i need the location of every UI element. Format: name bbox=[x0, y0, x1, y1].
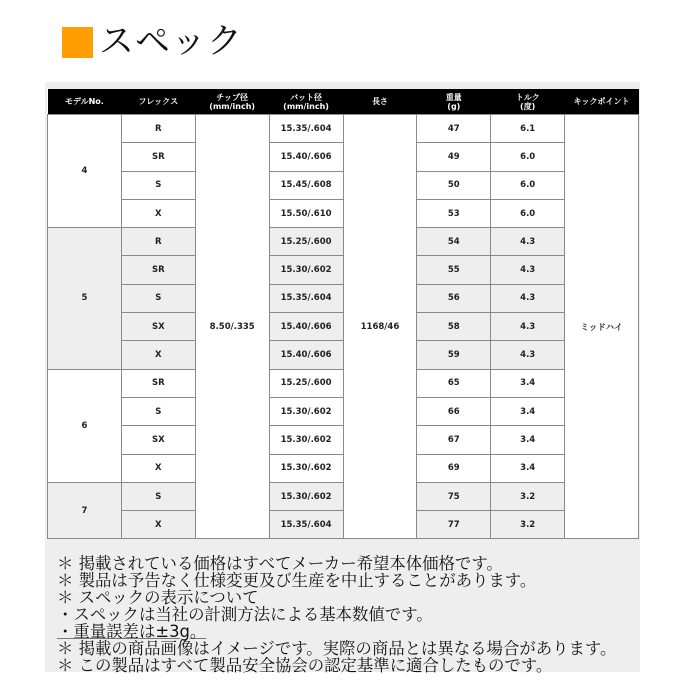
weight-cell: 66 bbox=[417, 397, 491, 425]
flex-cell: X bbox=[121, 341, 195, 369]
butt-cell: 15.30/.602 bbox=[269, 454, 343, 482]
table-row bbox=[48, 115, 639, 143]
note-weight-tolerance: ・重量誤差は±3g。 bbox=[57, 622, 207, 641]
flex-cell: R bbox=[121, 115, 195, 143]
weight-cell: 67 bbox=[417, 426, 491, 454]
flex-cell: SX bbox=[121, 313, 195, 341]
butt-cell: 15.30/.602 bbox=[269, 397, 343, 425]
note-price: ＊ 掲載されている価格はすべてメーカー希望本体価格です。 bbox=[57, 554, 503, 573]
butt-cell: 15.40/.606 bbox=[269, 143, 343, 171]
weight-cell: 65 bbox=[417, 369, 491, 397]
header-tip-diameter: チップ径 (mm/inch) bbox=[195, 89, 269, 115]
header-torque: トルク (度) bbox=[491, 89, 565, 115]
flex-cell: S bbox=[121, 397, 195, 425]
flex-cell: R bbox=[121, 228, 195, 256]
torque-cell: 3.2 bbox=[491, 482, 565, 510]
table-header-row bbox=[48, 89, 639, 115]
torque-cell: 3.4 bbox=[491, 426, 565, 454]
weight-cell: 58 bbox=[417, 313, 491, 341]
flex-cell: X bbox=[121, 511, 195, 539]
note-measurement: ・スペックは当社の計測方法による基本数値です。 bbox=[57, 605, 433, 624]
weight-cell: 75 bbox=[417, 482, 491, 510]
section-heading bbox=[62, 22, 243, 62]
weight-cell: 53 bbox=[417, 199, 491, 227]
torque-cell: 4.3 bbox=[491, 313, 565, 341]
torque-cell: 3.4 bbox=[491, 397, 565, 425]
torque-cell: 3.4 bbox=[491, 369, 565, 397]
flex-cell: S bbox=[121, 482, 195, 510]
model-cell: 4 bbox=[48, 115, 122, 228]
note-image: ＊ 掲載の商品画像はイメージです。実際の商品とは異なる場合があります。 bbox=[57, 639, 617, 658]
torque-cell: 6.0 bbox=[491, 171, 565, 199]
flex-cell: X bbox=[121, 199, 195, 227]
flex-cell: X bbox=[121, 454, 195, 482]
torque-cell: 4.3 bbox=[491, 284, 565, 312]
weight-cell: 49 bbox=[417, 143, 491, 171]
butt-cell: 15.30/.602 bbox=[269, 426, 343, 454]
model-cell: 5 bbox=[48, 228, 122, 369]
note-safety: ＊ この製品はすべて製品安全協会の認定基準に適合したものです。 bbox=[57, 656, 553, 675]
weight-cell: 69 bbox=[417, 454, 491, 482]
weight-cell: 55 bbox=[417, 256, 491, 284]
flex-cell: S bbox=[121, 284, 195, 312]
header-butt-diameter: バット径 (mm/inch) bbox=[269, 89, 343, 115]
butt-cell: 15.40/.606 bbox=[269, 341, 343, 369]
butt-cell: 15.35/.604 bbox=[269, 284, 343, 312]
note-spec-change: ＊ 製品は予告なく仕様変更及び生産を中止することがあります。 bbox=[57, 571, 537, 590]
butt-cell: 15.25/.600 bbox=[269, 228, 343, 256]
butt-cell: 15.35/.604 bbox=[269, 511, 343, 539]
header-flex: フレックス bbox=[121, 89, 195, 115]
torque-cell: 4.3 bbox=[491, 341, 565, 369]
butt-cell: 15.50/.610 bbox=[269, 199, 343, 227]
weight-cell: 50 bbox=[417, 171, 491, 199]
butt-cell: 15.40/.606 bbox=[269, 313, 343, 341]
weight-cell: 77 bbox=[417, 511, 491, 539]
flex-cell: S bbox=[121, 171, 195, 199]
weight-cell: 59 bbox=[417, 341, 491, 369]
torque-cell: 6.1 bbox=[491, 115, 565, 143]
header-weight: 重量 (g) bbox=[417, 89, 491, 115]
notes-section bbox=[57, 555, 616, 674]
model-cell: 6 bbox=[48, 369, 122, 482]
model-cell: 7 bbox=[48, 482, 122, 539]
torque-cell: 6.0 bbox=[491, 199, 565, 227]
butt-cell: 15.30/.602 bbox=[269, 482, 343, 510]
flex-cell: SR bbox=[121, 256, 195, 284]
torque-cell: 4.3 bbox=[491, 256, 565, 284]
length-cell: 1168/46 bbox=[343, 115, 417, 539]
orange-square-icon bbox=[62, 27, 93, 58]
header-model: モデルNo. bbox=[48, 89, 122, 115]
tip-diameter-cell: 8.50/.335 bbox=[195, 115, 269, 539]
note-spec-display: ＊ スペックの表示について bbox=[57, 588, 259, 607]
butt-cell: 15.35/.604 bbox=[269, 115, 343, 143]
flex-cell: SX bbox=[121, 426, 195, 454]
butt-cell: 15.25/.600 bbox=[269, 369, 343, 397]
weight-cell: 47 bbox=[417, 115, 491, 143]
butt-cell: 15.45/.608 bbox=[269, 171, 343, 199]
spec-table bbox=[47, 89, 639, 539]
section-title: スペック bbox=[99, 22, 244, 62]
torque-cell: 3.4 bbox=[491, 454, 565, 482]
torque-cell: 4.3 bbox=[491, 228, 565, 256]
torque-cell: 3.2 bbox=[491, 511, 565, 539]
header-length: 長さ bbox=[343, 89, 417, 115]
flex-cell: SR bbox=[121, 369, 195, 397]
torque-cell: 6.0 bbox=[491, 143, 565, 171]
header-kick-point: キックポイント bbox=[565, 89, 639, 115]
kick-point-cell: ミッドハイ bbox=[565, 115, 639, 539]
butt-cell: 15.30/.602 bbox=[269, 256, 343, 284]
weight-cell: 56 bbox=[417, 284, 491, 312]
flex-cell: SR bbox=[121, 143, 195, 171]
weight-cell: 54 bbox=[417, 228, 491, 256]
